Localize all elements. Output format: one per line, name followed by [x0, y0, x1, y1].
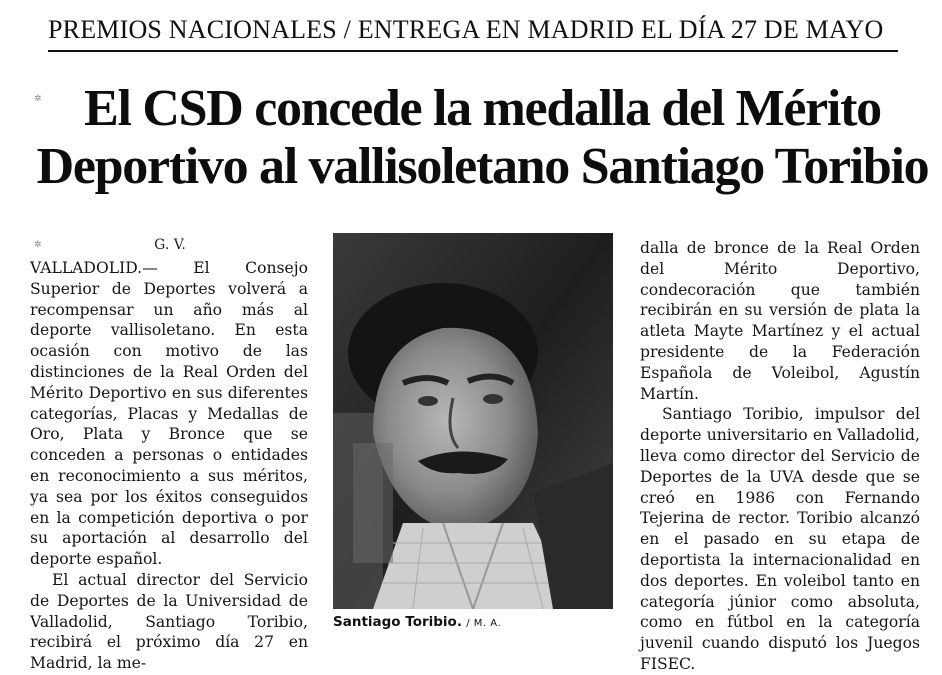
print-smudge: ✲ — [34, 94, 42, 104]
caption-name: Santiago Toribio. — [333, 614, 462, 630]
photo-caption — [333, 614, 623, 630]
caption-credit: / M. A. — [466, 618, 502, 629]
article-paragraph: VALLADOLID.— El Consejo Superior de Deportes volverá a recompensar un año más al deporte vallisoletano. En esta ocasión con motivo de las distinciones de la Real Orden del Mérito Deportivo en sus diferentes categorías, Placas y Medallas de Oro, Plata y Bronce que se conceden a personas o entidades en reconocimiento a sus méritos, ya sea por los éxitos conseguidos en la competición deportiva o por su aportación al desarrollo del deporte español. — [30, 259, 308, 569]
byline: G. V. — [154, 237, 186, 253]
article-column-right — [640, 238, 920, 675]
headline — [30, 80, 935, 196]
article-paragraph: dalla de bronce de la Real Orden del Mérito Deportivo, condecoración que también recibirán en su versión de plata la atleta Mayte Martínez y el actual presidente de la Federación Española de Voleibol, Agustín Martín. — [640, 239, 920, 403]
section-kicker: PREMIOS NACIONALES / ENTREGA EN MADRID EL DÍA 27 DE MAYO — [48, 15, 884, 44]
article-column-left — [30, 258, 308, 674]
print-smudge: ✲ — [34, 240, 42, 250]
portrait-photo — [333, 233, 613, 609]
headline-line-2: Deportivo al vallisoletano Santiago Toribio — [36, 138, 929, 195]
portrait-illustration — [333, 233, 613, 609]
article-paragraph: Santiago Toribio, impulsor del deporte universitario en Valladolid, lleva como director del Servicio de Deportes de la UVA desde que se creó en 1986 con Fernando Tejerina de rector. Toribio alcanzó en el pasado en su etapa de deportista la internacionalidad en dos deportes. En voleibol tanto en categoría júnior como absoluta, como en fútbol en la categoría juvenil cuando disputó los Juegos FISEC. — [640, 405, 920, 673]
headline-line-1: El CSD concede la medalla del Mérito — [84, 80, 881, 137]
kicker-rule — [48, 50, 898, 52]
article-paragraph: El actual director del Servicio de Deportes de la Universidad de Valladolid, Santiago Toribio, recibirá el próximo día 27 en Madrid, la me- — [30, 570, 308, 673]
